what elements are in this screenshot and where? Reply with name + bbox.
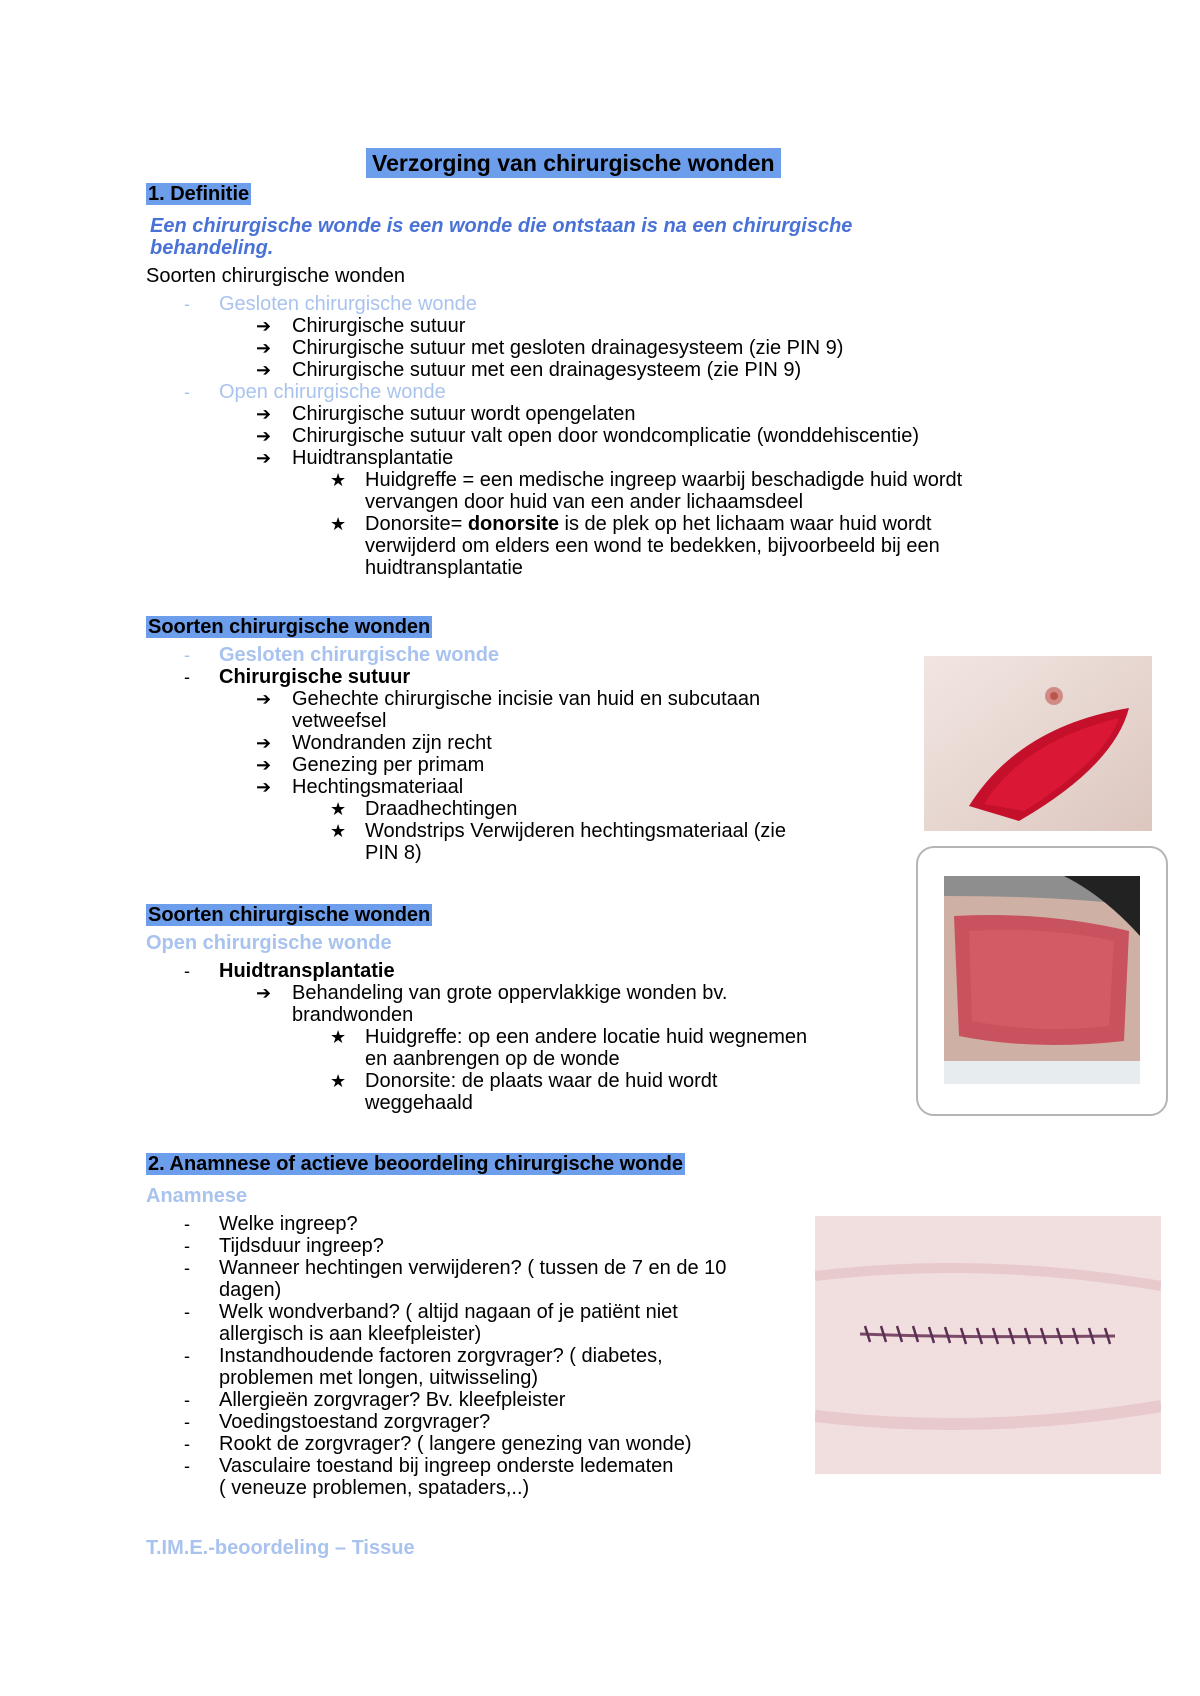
list-item-cont: huidtransplantatie <box>365 557 523 579</box>
list-item: Chirurgische sutuur <box>292 315 466 337</box>
list-item: Chirurgische sutuur valt open door wondcomplicatie (wonddehiscentie) <box>292 425 920 447</box>
list-item: Rookt de zorgvrager? ( langere genezing van wonde) <box>219 1433 692 1455</box>
list-item: Huidtransplantatie <box>292 447 454 469</box>
list-item-cont: en aanbrengen op de wonde <box>365 1048 620 1070</box>
list-item-cont: verwijderd om elders een wond te bedekken, bijvoorbeeld bij een <box>365 535 940 557</box>
list-item-cont: PIN 8) <box>365 842 422 864</box>
arrow-bullet: ➔ <box>256 404 272 424</box>
gesloten-label: Gesloten chirurgische wonde <box>219 644 500 666</box>
list-item-cont: dagen) <box>219 1279 282 1301</box>
sutuur-label: Chirurgische sutuur <box>219 666 411 688</box>
open-label: Open chirurgische wonde <box>219 381 446 403</box>
list-item: Allergieën zorgvrager? Bv. kleefpleister <box>219 1389 566 1411</box>
list-item: Welke ingreep? <box>219 1213 358 1235</box>
list-item: Instandhoudende factoren zorgvrager? ( diabetes, <box>219 1345 663 1367</box>
list-item: Genezing per primam <box>292 754 485 776</box>
document-title: Verzorging van chirurgische wonden <box>366 148 781 178</box>
star-bullet: ★ <box>330 1027 347 1047</box>
section-heading-definitie: 1. Definitie <box>148 183 250 205</box>
list-item: Voedingstoestand zorgvrager? <box>219 1411 491 1433</box>
list-item-cont: allergisch is aan kleefpleister) <box>219 1323 482 1345</box>
list-item: Hechtingsmateriaal <box>292 776 464 798</box>
list-item: Chirurgische sutuur met gesloten drainagesysteem (zie PIN 9) <box>292 337 844 359</box>
list-item: Chirurgische sutuur met een drainagesysteem (zie PIN 9) <box>292 359 802 381</box>
dash-bullet: - <box>184 1434 190 1454</box>
arrow-bullet: ➔ <box>256 689 272 709</box>
skin-graft-photo <box>944 876 1140 1084</box>
star-bullet: ★ <box>330 799 347 819</box>
star-bullet: ★ <box>330 514 347 534</box>
donorsite-term: donorsite <box>467 513 559 535</box>
list-item-cont: brandwonden <box>292 1004 414 1026</box>
dash-bullet: - <box>184 382 190 402</box>
list-item: Chirurgische sutuur wordt opengelaten <box>292 403 636 425</box>
list-item: Wondstrips Verwijderen hechtingsmateriaal (zie <box>365 820 786 842</box>
list-item-cont: weggehaald <box>365 1092 473 1114</box>
dash-bullet: - <box>184 1236 190 1256</box>
arrow-bullet: ➔ <box>256 733 272 753</box>
definition-text-cont: behandeling. <box>150 237 274 259</box>
dash-bullet: - <box>184 1456 190 1476</box>
donorsite-prefix: Donorsite= <box>365 513 468 535</box>
dash-bullet: - <box>184 1258 190 1278</box>
star-bullet: ★ <box>330 821 347 841</box>
dash-bullet: - <box>184 1302 190 1322</box>
list-item: Huidgreffe = een medische ingreep waarbij beschadigde huid wordt <box>365 469 963 491</box>
soorten-label: Soorten chirurgische wonden <box>146 265 406 287</box>
arrow-bullet: ➔ <box>256 338 272 358</box>
list-item: Huidgreffe: op een andere locatie huid wegnemen <box>365 1026 808 1048</box>
arrow-bullet: ➔ <box>256 755 272 775</box>
dash-bullet: - <box>184 645 190 665</box>
section-heading-soorten-open: Soorten chirurgische wonden <box>148 904 431 926</box>
arrow-bullet: ➔ <box>256 316 272 336</box>
list-item-cont: vervangen door huid van een ander lichaamsdeel <box>365 491 804 513</box>
anamnese-subheading: Anamnese <box>146 1185 248 1207</box>
gesloten-label: Gesloten chirurgische wonde <box>219 293 477 315</box>
list-item: Behandeling van grote oppervlakkige wonden bv. <box>292 982 728 1004</box>
list-item: Donorsite: de plaats waar de huid wordt <box>365 1070 718 1092</box>
arrow-bullet: ➔ <box>256 448 272 468</box>
arrow-bullet: ➔ <box>256 426 272 446</box>
list-item-cont: problemen met longen, uitwisseling) <box>219 1367 539 1389</box>
dash-bullet: - <box>184 1412 190 1432</box>
skin-graft-photo-frame <box>916 846 1168 1116</box>
dash-bullet: - <box>184 667 190 687</box>
arrow-bullet: ➔ <box>256 777 272 797</box>
dash-bullet: - <box>184 294 190 314</box>
section-heading-soorten: Soorten chirurgische wonden <box>148 616 431 638</box>
list-item: Draadhechtingen <box>365 798 518 820</box>
list-item: Tijdsduur ingreep? <box>219 1235 384 1257</box>
arrow-bullet: ➔ <box>256 360 272 380</box>
donorsite-suffix: is de plek op het lichaam waar huid wordt <box>558 513 932 535</box>
list-item: Wanneer hechtingen verwijderen? ( tussen de 7 en de 10 <box>219 1257 727 1279</box>
dash-bullet: - <box>184 961 190 981</box>
dash-bullet: - <box>184 1390 190 1410</box>
list-item: Welk wondverband? ( altijd nagaan of je patiënt niet <box>219 1301 678 1323</box>
huidtransplantatie-label: Huidtransplantatie <box>219 960 395 982</box>
open-subheading: Open chirurgische wonde <box>146 932 392 954</box>
star-bullet: ★ <box>330 1071 347 1091</box>
star-bullet: ★ <box>330 470 347 490</box>
suture-photo <box>815 1216 1161 1474</box>
arrow-bullet: ➔ <box>256 983 272 1003</box>
list-item: Gehechte chirurgische incisie van huid en subcutaan <box>292 688 761 710</box>
list-item-cont: ( veneuze problemen, spataders,..) <box>219 1477 530 1499</box>
list-item: Wondranden zijn recht <box>292 732 492 754</box>
definition-text: Een chirurgische wonde is een wonde die ontstaan is na een chirurgische <box>150 215 853 237</box>
dash-bullet: - <box>184 1346 190 1366</box>
list-item-cont: vetweefsel <box>292 710 387 732</box>
dash-bullet: - <box>184 1214 190 1234</box>
list-item <box>365 513 931 535</box>
list-item: Vasculaire toestand bij ingreep onderste ledematen <box>219 1455 674 1477</box>
time-heading: T.IM.E.-beoordeling – Tissue <box>146 1537 415 1559</box>
open-wound-photo <box>924 656 1152 831</box>
section-heading-anamnese: 2. Anamnese of actieve beoordeling chirurgische wonde <box>148 1153 683 1175</box>
